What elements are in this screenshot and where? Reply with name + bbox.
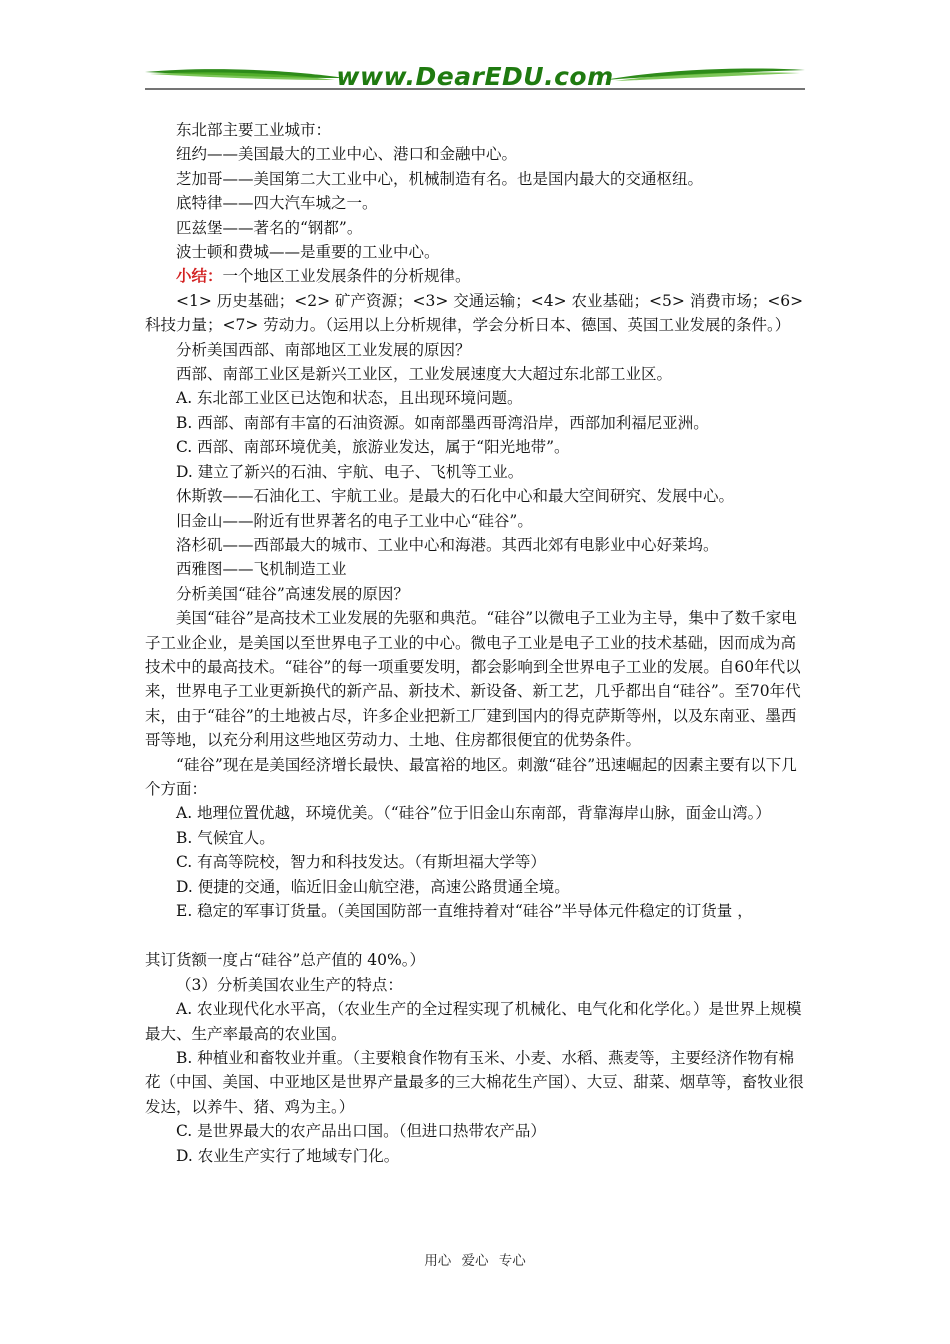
list-item: A. 东北部工业区已达饱和状态，且出现环境问题。	[176, 389, 523, 408]
list-item: C. 西部、南部环境优美，旅游业发达，属于“阳光地带”。	[176, 438, 570, 457]
paragraph: 波士顿和费城——是重要的工业中心。	[176, 243, 440, 262]
paragraph: 西雅图——飞机制造工业	[176, 560, 347, 579]
list-item: A. 农业现代化水平高，（农业生产的全过程实现了机械化、电气化和化学化。）是世界上规模最大、生产率最高的农业国。	[145, 1000, 802, 1043]
document-body	[145, 118, 809, 1168]
paragraph: 洛杉矶——西部最大的城市、工业中心和海港。其西北郊有电影业中心好莱坞。	[176, 535, 719, 554]
list-item: E. 稳定的军事订货量。（美国国防部一直维持着对“硅谷”半导体元件稳定的订货量 ，	[176, 902, 753, 920]
paragraph: 纽约——美国最大的工业中心、港口和金融中心。	[176, 145, 518, 164]
paragraph: （3）分析美国农业生产的特点：	[176, 975, 403, 994]
list-item: B. 气候宜人。	[176, 828, 275, 847]
paragraph: 底特律——四大汽车城之一。	[176, 194, 378, 213]
list-item: D. 农业生产实行了地域专门化。	[176, 1146, 400, 1165]
site-logo-text: www.DearEDU.com	[336, 62, 614, 91]
paragraph: “硅谷”现在是美国经济增长最快、最富裕的地区。刺激“硅谷”迅速崛起的因素主要有以下几个方面：	[145, 755, 797, 798]
paragraph: 西部、南部工业区是新兴工业区，工业发展速度大大超过东北部工业区。	[176, 365, 673, 384]
list-item: B. 种植业和畜牧业并重。（主要粮食作物有玉米、小麦、水稻、燕麦等，主要经济作物有棉花（中国、美国、中亚地区是世界产量最多的三大棉花生产国）、大豆、甜菜、烟草等，畜牧业很发达，以养牛、猪、鸡为主。）	[145, 1049, 804, 1116]
paragraph: <1> 历史基础；<2> 矿产资源；<3> 交通运输；<4> 农业基础；<5> 消费市场；<6>科技力量；<7> 劳动力。（运用以上分析规律，学会分析日本、德国、英国工业发展的条件。）	[145, 291, 804, 335]
paragraph: 东北部主要工业城市：	[176, 121, 332, 139]
list-item: D. 建立了新兴的石油、宇航、电子、飞机等工业。	[176, 462, 524, 481]
summary-text: 一个地区工业发展条件的分析规律。	[222, 267, 471, 286]
page-header	[0, 0, 950, 100]
paragraph: 其订货额一度占“硅谷”总产值的 40%。）	[145, 951, 425, 970]
paragraph: 分析美国西部、南部地区工业发展的原因？	[176, 340, 471, 359]
paragraph: 匹兹堡——著名的“钢都”。	[176, 218, 363, 237]
list-item: D. 便捷的交通，临近旧金山航空港，高速公路贯通全境。	[176, 877, 570, 896]
blank-gap	[145, 923, 809, 948]
summary-paragraph	[145, 264, 809, 288]
paragraph: 旧金山——附近有世界著名的电子工业中心“硅谷”。	[176, 511, 533, 530]
paragraph: 美国“硅谷”是高技术工业发展的先驱和典范。“硅谷”以微电子工业为主导，集中了数千家电子工业企业，是美国以至世界电子工业的中心。微电子工业是电子工业的技术基础，因而成为高技术中的最高技术。“硅谷”的每一项重要发明，都会影响到全世界电子工业的发展。自60年代以来，世界电子工业更新换代的新产品、新技术、新设备、新工艺，几乎都出自“硅谷”。至70年代末，由于“硅谷”的土地被占尽，许多企业把新工厂建到国内的得克萨斯等州，以及东南亚、墨西哥等地，以充分利用这些地区劳动力、土地、住房都很便宜的优势条件。	[145, 609, 801, 750]
list-item: C. 是世界最大的农产品出口国。（但进口热带农产品）	[176, 1122, 546, 1141]
list-item: A. 地理位置优越，环境优美。（“硅谷”位于旧金山东南部，背靠海岸山脉，面金山湾。）	[176, 804, 771, 823]
paragraph: 休斯敦——石油化工、宇航工业。是最大的石化中心和最大空间研究、发展中心。	[176, 487, 735, 506]
page-footer: 用心 爱心 专心	[424, 1253, 526, 1269]
list-item: C. 有高等院校，智力和科技发达。（有斯坦福大学等）	[176, 853, 546, 872]
list-item: B. 西部、南部有丰富的石油资源。如南部墨西哥湾沿岸，西部加利福尼亚洲。	[176, 413, 709, 432]
paragraph: 分析美国“硅谷”高速发展的原因？	[176, 584, 409, 603]
summary-label: 小结：	[176, 266, 223, 286]
paragraph: 芝加哥——美国第二大工业中心，机械制造有名。也是国内最大的交通枢纽。	[176, 169, 704, 188]
